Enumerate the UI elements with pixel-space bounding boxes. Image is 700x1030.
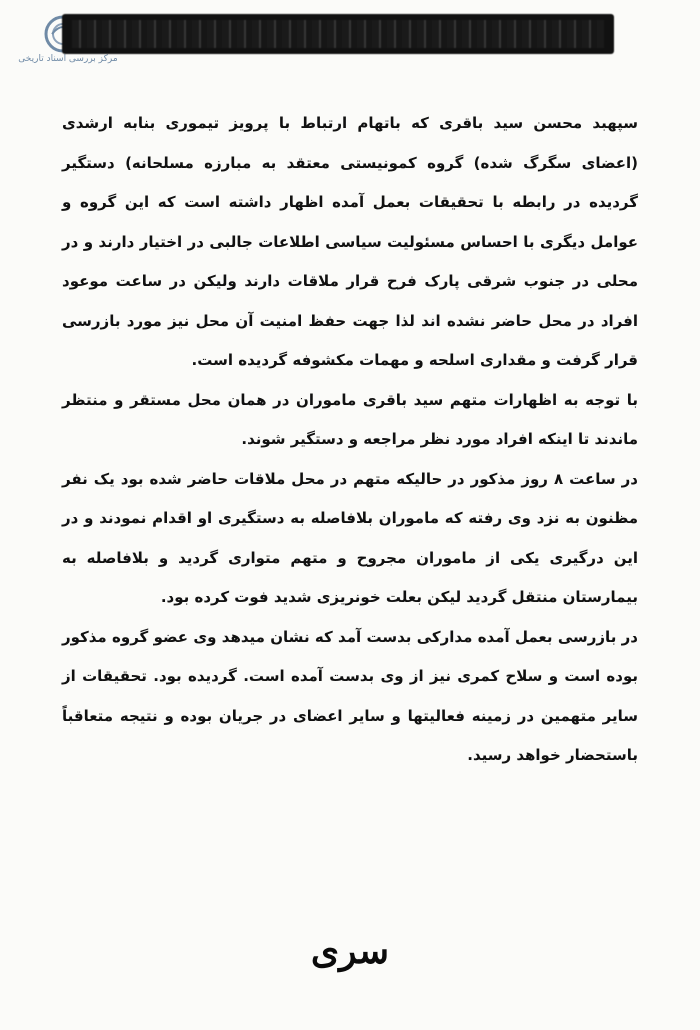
paragraph-1: سپهبد محسن سید باقری که باتهام ارتباط با پرویز تیموری بنابه ارشدی (اعضای سگرگ شده) گروه کمونیستی معتقد به مبارزه مسلحانه) دستگیر گردیده در رابطه با تحقیقات بعمل آمده اظهار داشته است که این گروه و عوامل دیگری با احساس مسئولیت سیاسی اطلاعات جالبی در اختیار دارند و در محلی در جنوب شرقی پارک فرح قرار ملاقات دارند ولیکن در ساعت موعود افراد در محل حاضر نشده اند لذا جهت حفظ امنیت آن محل نیز مورد بازرسی قرار گرفت و مقداری اسلحه و مهمات مکشوفه گردیده است. [62, 114, 638, 369]
letter-body [62, 104, 638, 776]
paragraph-2: با توجه به اظهارات متهم سید باقری ماموران در همان محل مستقر و منتظر ماندند تا اینکه افراد مورد نظر مراجعه و دستگیر شوند. [62, 390, 638, 448]
logo-caption: مرکز بررسی اسناد تاریخی [18, 54, 118, 64]
redacted-header [62, 14, 614, 54]
classification-mark: سری [310, 930, 390, 972]
paragraph-4: در بازرسی بعمل آمده مدارکی بدست آمد که نشان میدهد وی عضو گروه مذکور بوده است و سلاح کمری نیز از وی بدست آمده است. گردیده بود. تحقیقات از سایر متهمین در زمینه فعالیتها و سایر اعضای در جریان بوده و نتیجه متعاقباً باستحضار خواهد رسید. [62, 627, 638, 764]
paragraph-3: در ساعت ۸ روز مذکور در حالیکه متهم در محل ملاقات حاضر شده بود یک نفر مظنون به نزد وی رفته که ماموران بلافاصله به دستگیری او اقدام نمودند و در این درگیری یکی از ماموران مجروح و متهم متواری گردید و بلافاصله به بیمارستان منتقل گردید لیکن بعلت خونریزی شدید فوت کرده بود. [62, 469, 638, 606]
